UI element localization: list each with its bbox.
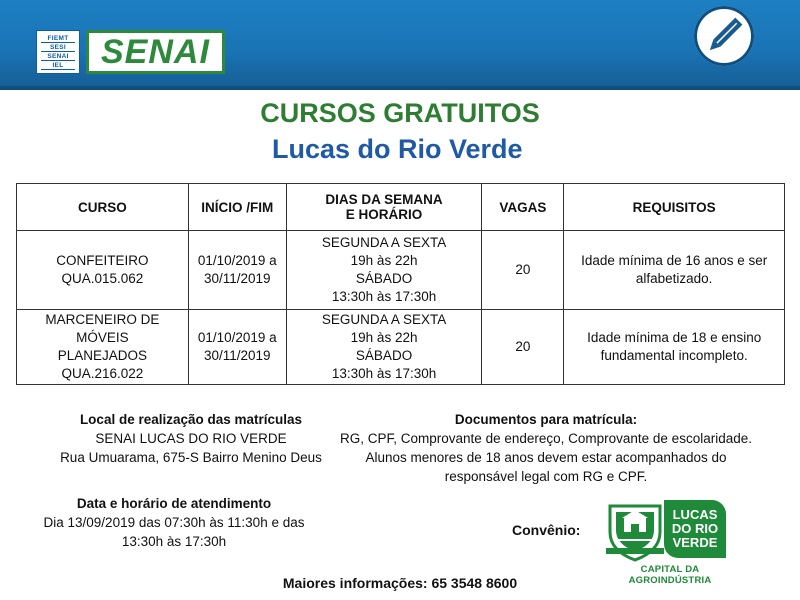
- senai-wordmark: SENAI: [86, 30, 225, 74]
- required-documents-heading: Documentos para matrícula:: [454, 412, 638, 427]
- service-hours-line: Dia 13/09/2019 das 07:30h às 11:30h e das: [43, 515, 305, 530]
- cell-inicio: 01/10/2019 a 30/11/2019: [188, 310, 286, 385]
- courses-table: [16, 183, 785, 385]
- enrollment-location-heading: Local de realização das matrículas: [79, 412, 303, 427]
- logo-small-line: SENAI: [41, 53, 75, 61]
- cell-vagas: 20: [482, 231, 564, 310]
- cell-requisitos: Idade mínima de 18 e ensino fundamental incompleto.: [564, 310, 785, 385]
- page-subtitle: Lucas do Rio Verde: [272, 134, 523, 164]
- partner-tagline: CAPITAL DA AGROINDÚSTRIA: [628, 564, 712, 586]
- senai-logo: [36, 30, 225, 74]
- page-title: CURSOS GRATUITOS: [260, 98, 540, 128]
- header-stripe: [0, 86, 800, 90]
- logo-small-line: SESI: [41, 44, 75, 52]
- system-logo-small: [36, 30, 80, 74]
- coat-of-arms-icon: [604, 498, 666, 562]
- required-documents: [316, 410, 776, 486]
- column-header-inicio: INÍCIO /FIM: [188, 184, 286, 231]
- cell-dias: SEGUNDA A SEXTA 19h às 22h SÁBADO 13:30h às 17:30h: [286, 310, 482, 385]
- table-row: [17, 231, 785, 310]
- cell-dias: SEGUNDA A SEXTA 19h às 22h SÁBADO 13:30h às 17:30h: [286, 231, 482, 310]
- required-documents-line: Alunos menores de 18 anos devem estar acompanhados do: [365, 450, 727, 465]
- enrollment-location-line: SENAI LUCAS DO RIO VERDE: [95, 431, 287, 446]
- enrollment-location-line: Rua Umuarama, 675-S Bairro Menino Deus: [60, 450, 322, 465]
- footer-contact: Maiores informações: 65 3548 8600: [282, 575, 518, 591]
- service-hours-heading: Data e horário de atendimento: [76, 496, 272, 511]
- partnership-label: Convênio:: [512, 522, 581, 538]
- logo-small-line: FIEMT: [41, 35, 75, 43]
- service-hours-line: 13:30h às 17:30h: [121, 534, 227, 549]
- table-header-row: [17, 184, 785, 231]
- column-header-curso: CURSO: [17, 184, 189, 231]
- cell-inicio: 01/10/2019 a 30/11/2019: [188, 231, 286, 310]
- enrollment-location: [16, 410, 366, 467]
- column-header-dias: DIAS DA SEMANA E HORÁRIO: [286, 184, 482, 231]
- column-header-requisitos: REQUISITOS: [564, 184, 785, 231]
- cell-curso: MARCENEIRO DE MÓVEIS PLANEJADOS QUA.216.022: [17, 310, 189, 385]
- partner-city-name: LUCAS DO RIO VERDE: [664, 500, 726, 558]
- cell-curso: CONFEITEIRO QUA.015.062: [17, 231, 189, 310]
- pencil-icon: [694, 6, 754, 66]
- cell-requisitos: Idade mínima de 16 anos e ser alfabetizado.: [564, 231, 785, 310]
- partner-logo: [604, 498, 734, 586]
- required-documents-line: responsável legal com RG e CPF.: [444, 469, 648, 484]
- table-row: [17, 310, 785, 385]
- service-hours: [16, 494, 332, 551]
- logo-small-line: IEL: [41, 62, 75, 70]
- column-header-vagas: VAGAS: [482, 184, 564, 231]
- cell-vagas: 20: [482, 310, 564, 385]
- required-documents-line: RG, CPF, Comprovante de endereço, Comprovante de escolaridade.: [340, 431, 752, 446]
